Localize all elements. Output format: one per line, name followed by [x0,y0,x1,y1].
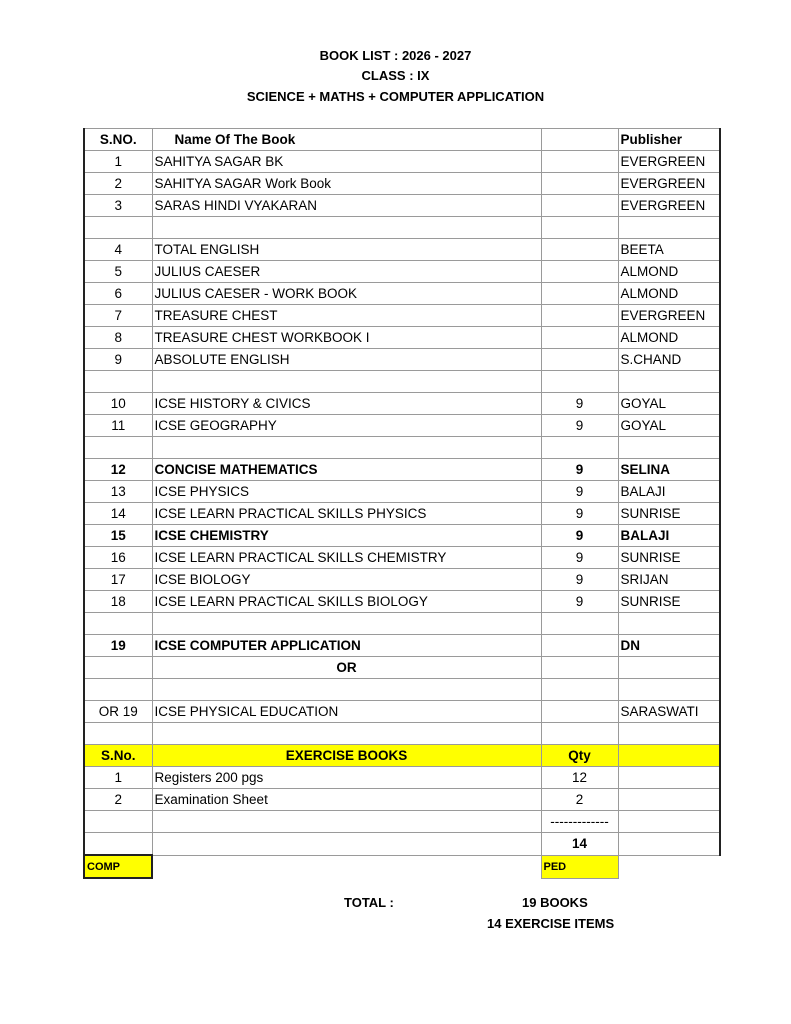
book-sno: 7 [84,305,152,327]
header-sno: S.NO. [84,129,152,151]
book-name: ICSE HISTORY & CIVICS [152,393,541,415]
book-publisher: S.CHAND [618,349,720,371]
header-class [541,129,618,151]
table-row [84,635,720,657]
exercise-header-sno: S.No. [84,745,152,767]
exercise-name: Registers 200 pgs [152,767,541,789]
book-name: SARAS HINDI VYAKARAN [152,195,541,217]
book-sno: 19 [84,635,152,657]
book-name [152,217,541,239]
book-name: SAHITYA SAGAR Work Book [152,173,541,195]
book-name: ICSE BIOLOGY [152,569,541,591]
book-class [541,151,618,173]
table-row [84,459,720,481]
book-class [541,283,618,305]
exercise-row [84,767,720,789]
book-sno: 6 [84,283,152,305]
book-sno: 10 [84,393,152,415]
book-sno: 11 [84,415,152,437]
book-publisher: SUNRISE [618,591,720,613]
book-publisher: ALMOND [618,283,720,305]
book-sno: 13 [84,481,152,503]
book-publisher [618,679,720,701]
table-row [84,217,720,239]
book-publisher: GOYAL [618,415,720,437]
book-class: 9 [541,569,618,591]
exercise-header-blank [618,745,720,767]
book-name: ICSE PHYSICAL EDUCATION [152,701,541,723]
book-class [541,723,618,745]
book-class: 9 [541,525,618,547]
book-sno [84,723,152,745]
summary-row [84,811,720,833]
table-row [84,151,720,173]
book-publisher: EVERGREEN [618,173,720,195]
book-class [541,195,618,217]
book-sno: 2 [84,173,152,195]
total-books: 19 BOOKS [522,895,588,910]
header-publisher: Publisher [618,129,720,151]
blank-cell [152,833,541,856]
qty-separator: ------------- [541,811,618,833]
book-class [541,305,618,327]
book-name: ABSOLUTE ENGLISH [152,349,541,371]
book-publisher [618,613,720,635]
book-publisher: ALMOND [618,327,720,349]
table-row [84,481,720,503]
table-row [84,173,720,195]
book-name: ICSE LEARN PRACTICAL SKILLS CHEMISTRY [152,547,541,569]
table-row [84,613,720,635]
table-row [84,657,720,679]
book-name: ICSE COMPUTER APPLICATION [152,635,541,657]
book-sno: OR 19 [84,701,152,723]
qty-total: 14 [541,833,618,856]
book-sno: 14 [84,503,152,525]
book-sno: 16 [84,547,152,569]
book-name [152,613,541,635]
header-name: Name Of The Book [152,129,541,151]
table-row [84,195,720,217]
summary-row [84,833,720,856]
table-row [84,305,720,327]
book-name: ICSE LEARN PRACTICAL SKILLS BIOLOGY [152,591,541,613]
book-sno [84,437,152,459]
total-items: 14 EXERCISE ITEMS [487,916,615,931]
book-class [541,327,618,349]
table-row [84,327,720,349]
book-name: TOTAL ENGLISH [152,239,541,261]
book-sno [84,217,152,239]
book-publisher: SUNRISE [618,547,720,569]
blank-cell [618,811,720,833]
book-class: 9 [541,547,618,569]
exercise-qty: 2 [541,789,618,811]
table-row [84,283,720,305]
tag-row [84,855,720,878]
comp-tag: COMP [84,855,152,878]
exercise-name: Examination Sheet [152,789,541,811]
book-publisher: EVERGREEN [618,195,720,217]
table-row [84,261,720,283]
table-row [84,701,720,723]
book-sno: 3 [84,195,152,217]
book-name: ICSE GEOGRAPHY [152,415,541,437]
book-class [541,679,618,701]
table-row [84,591,720,613]
exercise-sno: 2 [84,789,152,811]
book-class [541,635,618,657]
book-name: JULIUS CAESER [152,261,541,283]
blank-cell [152,855,541,878]
book-sno: 17 [84,569,152,591]
table-row [84,415,720,437]
book-sno: 1 [84,151,152,173]
book-publisher: DN [618,635,720,657]
book-publisher: EVERGREEN [618,305,720,327]
table-row [84,569,720,591]
table-row [84,393,720,415]
book-class [541,437,618,459]
table-row [84,547,720,569]
book-table [83,128,721,879]
table-row [84,679,720,701]
book-name: TREASURE CHEST [152,305,541,327]
book-name: CONCISE MATHEMATICS [152,459,541,481]
book-class [541,613,618,635]
book-class: 9 [541,481,618,503]
exercise-sno: 1 [84,767,152,789]
book-name: ICSE CHEMISTRY [152,525,541,547]
table-row [84,503,720,525]
book-publisher [618,371,720,393]
blank-cell [84,811,152,833]
book-name: TREASURE CHEST WORKBOOK I [152,327,541,349]
list-title: BOOK LIST : 2026 - 2027 [319,48,472,63]
book-class [541,261,618,283]
book-class [541,371,618,393]
exercise-qty: 12 [541,767,618,789]
book-publisher: SRIJAN [618,569,720,591]
book-publisher: SELINA [618,459,720,481]
table-row [84,371,720,393]
book-sno: 8 [84,327,152,349]
book-class: 9 [541,459,618,481]
book-publisher: ALMOND [618,261,720,283]
blank-cell [618,833,720,856]
blank-cell [152,811,541,833]
book-name: JULIUS CAESER - WORK BOOK [152,283,541,305]
book-sno: 12 [84,459,152,481]
ped-tag: PED [541,855,618,878]
book-class: 9 [541,591,618,613]
exercise-header-name: EXERCISE BOOKS [152,745,541,767]
book-sno [84,679,152,701]
book-name [152,371,541,393]
book-sno [84,613,152,635]
book-name [152,723,541,745]
book-class: 9 [541,415,618,437]
book-sno [84,371,152,393]
book-class [541,701,618,723]
stream-label: SCIENCE + MATHS + COMPUTER APPLICATION [246,89,545,104]
book-name [152,679,541,701]
book-publisher: GOYAL [618,393,720,415]
book-publisher: SUNRISE [618,503,720,525]
class-label: CLASS : IX [361,68,430,83]
book-sno: 4 [84,239,152,261]
blank-cell [618,855,720,878]
book-sno: 5 [84,261,152,283]
book-class: 9 [541,393,618,415]
book-sno: 15 [84,525,152,547]
book-name: ICSE LEARN PRACTICAL SKILLS PHYSICS [152,503,541,525]
table-row [84,239,720,261]
exercise-blank [618,767,720,789]
book-publisher: BEETA [618,239,720,261]
book-publisher: EVERGREEN [618,151,720,173]
table-row [84,525,720,547]
book-sno [84,657,152,679]
book-publisher: BALAJI [618,481,720,503]
table-header-row [84,129,720,151]
book-name: SAHITYA SAGAR BK [152,151,541,173]
book-class: 9 [541,503,618,525]
book-class [541,217,618,239]
table-row [84,723,720,745]
book-class [541,173,618,195]
book-name [152,437,541,459]
book-publisher: BALAJI [618,525,720,547]
book-class [541,349,618,371]
book-publisher: SARASWATI [618,701,720,723]
book-publisher [618,217,720,239]
exercise-header-row [84,745,720,767]
book-class [541,239,618,261]
book-name: ICSE PHYSICS [152,481,541,503]
book-class [541,657,618,679]
book-publisher [618,437,720,459]
table-row [84,437,720,459]
book-sno: 9 [84,349,152,371]
exercise-blank [618,789,720,811]
exercise-header-qty: Qty [541,745,618,767]
book-publisher [618,723,720,745]
book-sno: 18 [84,591,152,613]
book-publisher [618,657,720,679]
exercise-row [84,789,720,811]
table-row [84,349,720,371]
book-name: OR [152,657,541,679]
blank-cell [84,833,152,856]
total-label: TOTAL : [344,895,394,910]
